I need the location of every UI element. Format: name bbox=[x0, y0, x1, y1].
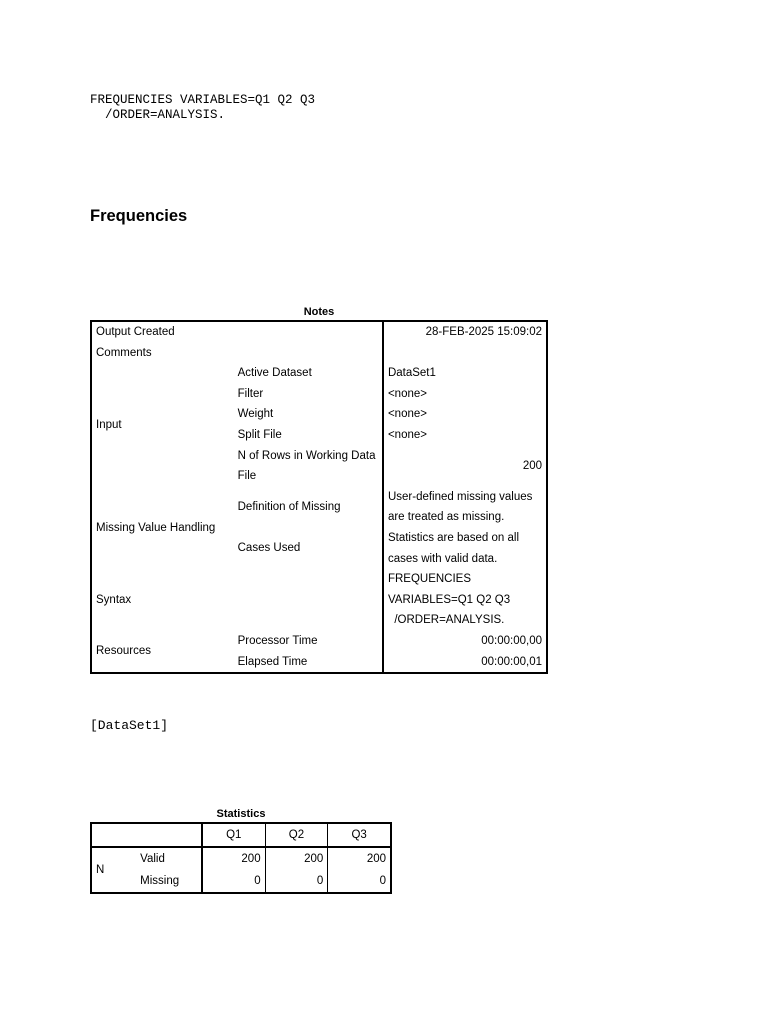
weight-value: <none> bbox=[383, 404, 547, 425]
table-row bbox=[91, 363, 547, 384]
input-label: Input bbox=[96, 418, 122, 431]
output-created-value: 28-FEB-2025 15:09:02 bbox=[383, 321, 547, 343]
syntax-value bbox=[383, 569, 547, 631]
frequencies-heading: Frequencies bbox=[90, 207, 188, 225]
syntax-line-2: /ORDER=ANALYSIS. bbox=[90, 108, 226, 122]
elapsed-time-value: 00:00:00,01 bbox=[383, 652, 547, 674]
resources-label: Resources bbox=[96, 645, 151, 658]
table-row bbox=[91, 487, 547, 528]
weight-label: Weight bbox=[237, 408, 274, 421]
cases-used-label: Cases Used bbox=[237, 542, 301, 555]
valid-label: Valid bbox=[140, 853, 165, 865]
valid-q2: 200 bbox=[265, 847, 328, 870]
missing-q1: 0 bbox=[202, 870, 265, 893]
missing-q2: 0 bbox=[265, 870, 328, 893]
processor-time-value: 00:00:00,00 bbox=[383, 631, 547, 652]
statistics-table-title: Statistics bbox=[216, 808, 266, 820]
n-rows-label-line-1: N of Rows in Working Data bbox=[237, 449, 376, 462]
n-rows-label-line-2: File bbox=[237, 470, 257, 483]
filter-label: Filter bbox=[237, 387, 264, 400]
missing-handling-label: Missing Value Handling bbox=[96, 521, 216, 534]
n-rows-value: 200 bbox=[383, 446, 547, 487]
table-row bbox=[91, 569, 547, 631]
stats-corner-cell bbox=[91, 823, 202, 847]
syntax-line-1: FREQUENCIES VARIABLES=Q1 Q2 Q3 bbox=[90, 93, 316, 107]
syntax-value-line-3: /ORDER=ANALYSIS. bbox=[387, 614, 505, 627]
split-file-label: Split File bbox=[237, 428, 282, 441]
active-dataset-label: Active Dataset bbox=[237, 367, 312, 380]
missing-label: Missing bbox=[140, 875, 180, 887]
valid-q3: 200 bbox=[328, 847, 391, 870]
table-row bbox=[91, 870, 391, 893]
cases-used-line-2: cases with valid data. bbox=[387, 552, 498, 565]
syntax-block bbox=[90, 93, 315, 123]
valid-q1: 200 bbox=[202, 847, 265, 870]
missing-q3: 0 bbox=[328, 870, 391, 893]
syntax-value-line-1: FREQUENCIES bbox=[387, 573, 472, 586]
output-created-label: Output Created bbox=[96, 326, 175, 338]
comments-label: Comments bbox=[96, 346, 152, 359]
definition-missing-line-2: are treated as missing. bbox=[387, 511, 505, 524]
definition-missing-label: Definition of Missing bbox=[237, 501, 341, 514]
notes-table bbox=[90, 320, 548, 674]
elapsed-time-label: Elapsed Time bbox=[237, 655, 308, 668]
statistics-table bbox=[90, 822, 392, 894]
syntax-label: Syntax bbox=[96, 593, 132, 606]
table-row bbox=[91, 321, 547, 343]
filter-value: <none> bbox=[383, 384, 547, 405]
active-dataset-value: DataSet1 bbox=[383, 363, 547, 384]
definition-missing-value bbox=[383, 487, 547, 528]
notes-table-title: Notes bbox=[303, 306, 335, 318]
table-row bbox=[91, 823, 391, 847]
definition-missing-line-1: User-defined missing values bbox=[387, 490, 533, 503]
split-file-value: <none> bbox=[383, 425, 547, 446]
processor-time-label: Processor Time bbox=[237, 634, 318, 647]
syntax-value-line-2: VARIABLES=Q1 Q2 Q3 bbox=[387, 593, 511, 606]
column-header-q1: Q1 bbox=[202, 823, 265, 847]
table-row bbox=[91, 847, 391, 870]
column-header-q2: Q2 bbox=[265, 823, 328, 847]
dataset-label: [DataSet1] bbox=[90, 718, 169, 733]
table-row bbox=[91, 343, 547, 364]
n-row-group-label: N bbox=[96, 864, 105, 876]
cases-used-line-1: Statistics are based on all bbox=[387, 531, 519, 544]
comments-value bbox=[383, 343, 547, 364]
cases-used-value bbox=[383, 528, 547, 569]
column-header-q3: Q3 bbox=[328, 823, 391, 847]
n-rows-label bbox=[234, 446, 383, 487]
table-row bbox=[91, 631, 547, 652]
